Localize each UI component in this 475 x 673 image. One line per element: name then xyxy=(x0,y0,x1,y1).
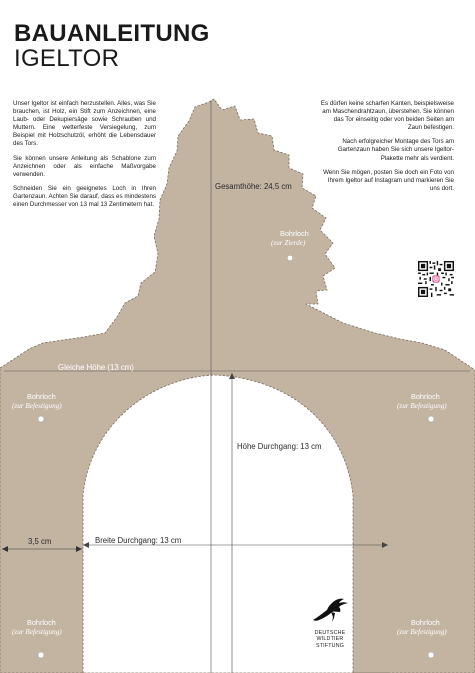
intro-right-p2: Nach erfolgreicher Montage des Tors am Gartenzaun haben Sie sich unsere Igeltor-Plakette mehr als verdient. xyxy=(337,138,454,162)
intro-left-p3: Schneiden Sie ein geeignetes Loch in Ihren Gartenzaun. Achten Sie darauf, dass es mindestens einen Durchmesser von 13 mal 13 Zentimetern hat. xyxy=(13,184,156,209)
bohrloch-zierde-label: Bohrloch xyxy=(280,229,309,238)
zur-befestigung-right-bottom-label: (zur Befestigung) xyxy=(397,628,447,636)
gesamthoehe-label: Gesamthöhe: 24,5 cm xyxy=(215,182,292,191)
bohrloch-left-bottom-hole xyxy=(38,652,44,658)
zur-zierde-label: (zur Zierde) xyxy=(271,239,306,247)
bohrloch-left-bottom-label: Bohrloch xyxy=(27,618,56,627)
hoehe-durchgang-label: Höhe Durchgang: 13 cm xyxy=(237,442,322,451)
bohrloch-left-top-hole xyxy=(38,416,44,422)
title-line2: IGELTOR xyxy=(14,45,120,72)
bohrloch-zierde-hole xyxy=(287,255,293,261)
logo-line3: STIFTUNG xyxy=(315,642,345,649)
deutsche-wildtier-stiftung-logo xyxy=(308,598,352,649)
zur-befestigung-left-top-label: (zur Befestigung) xyxy=(12,402,62,410)
bohrloch-right-top-hole xyxy=(428,416,434,422)
bohrloch-left-top-label: Bohrloch xyxy=(27,392,56,401)
zur-befestigung-left-bottom-label: (zur Befestigung) xyxy=(12,628,62,636)
seitenbreite-label: 3,5 cm xyxy=(28,537,52,546)
logo-line1: DEUTSCHE xyxy=(314,630,346,636)
intro-right-p3: Wenn Sie mögen, posten Sie doch ein Foto von Ihrem Igeltor auf Instagram und markieren Sie uns dort. xyxy=(323,168,454,192)
intro-right-p1: Es dürfen keine scharfen Kanten, beispielsweise am Maschendrahtzaun, überstehen. Sie können das Tor einseitig oder von beiden Seiten am Zaun befestigen. xyxy=(320,100,454,132)
intro-right-text xyxy=(320,100,454,199)
zur-befestigung-right-top-label: (zur Befestigung) xyxy=(397,402,447,410)
intro-left-p1: Unser Igeltor ist einfach herzustellen. Alles, was Sie brauchen, ist Holz, ein Stift zum Anzeichnen, eine Laub- oder Dekupiersäge sowie Schrauben und Muttern. Eine wetterfeste Versiegelung, zum Beispiel mit Holzschutzöl, erhöht die Lebensdauer des Tors. xyxy=(13,100,156,148)
bohrloch-right-top-label: Bohrloch xyxy=(411,392,440,401)
intro-left-p2: Sie können unsere Anleitung als Schablone zum Anzeichnen oder als einfache Maßvorgabe verwenden. xyxy=(13,154,156,178)
logo-line2: WILDTIER xyxy=(316,636,344,643)
qr-code-icon xyxy=(418,261,454,297)
intro-left-text xyxy=(13,100,156,215)
bohrloch-right-bottom-hole xyxy=(428,652,434,658)
title-line1: BAUANLEITUNG xyxy=(14,20,210,47)
gleiche-hoehe-label: Gleiche Höhe (13 cm) xyxy=(58,363,134,372)
bohrloch-right-bottom-label: Bohrloch xyxy=(411,618,440,627)
breite-durchgang-label: Breite Durchgang: 13 cm xyxy=(95,536,182,545)
eagle-icon xyxy=(311,598,349,624)
